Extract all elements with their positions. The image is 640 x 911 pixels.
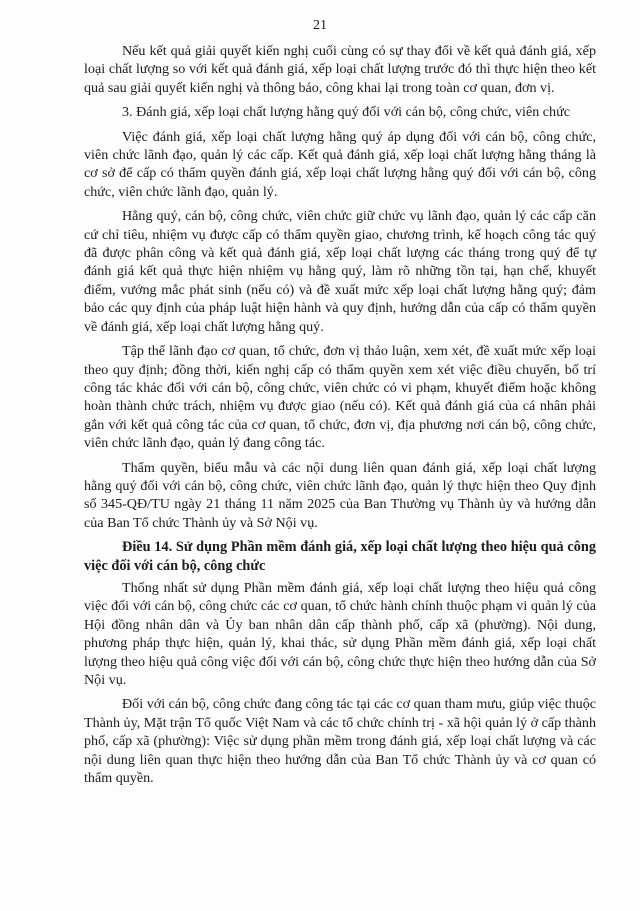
paragraph-authority-forms: Thẩm quyền, biểu mẫu và các nội dung liên quan đánh giá, xếp loại chất lượng hằng quý đối với cán bộ, công chức, viên chức lãnh đạo, quản lý thực hiện theo Quy định số 345-QĐ/TU ngày 21 tháng 11 năm 2025 của Ban Thường vụ Thành ủy và hướng dẫn của Ban Tổ chức Thành ủy và Sở Nội vụ.: [84, 459, 596, 531]
paragraph-complaint-result: Nếu kết quả giải quyết kiến nghị cuối cùng có sự thay đổi về kết quả đánh giá, xếp loại chất lượng so với kết quả đánh giá, xếp loại chất lượng trước đó thì thực hiện theo kết quả sau giải quyết kiến nghị và thông báo, công khai lại trong toàn cơ quan, đơn vị.: [84, 43, 596, 96]
paragraph-software-usage: Thống nhất sử dụng Phần mềm đánh giá, xếp loại chất lượng theo hiệu quả công việc đối với cán bộ, công chức các cơ quan, tổ chức hành chính thuộc phạm vi quản lý của Hội đồng nhân dân và Ủy ban nhân dân cấp thành phố, cấp xã (phường). Nội dung, phương pháp thực hiện, quản lý, khai thác, sử dụng Phần mềm đánh giá, xếp loại chất lượng theo hiệu quả công việc đối với cán bộ, công chức thực hiện theo hướng dẫn của Sở Nội vụ.: [84, 579, 596, 688]
article-14-heading: Điều 14. Sử dụng Phần mềm đánh giá, xếp loại chất lượng theo hiệu quả công việc đối với cán bộ, công chức: [84, 539, 596, 574]
section-3-heading: 3. Đánh giá, xếp loại chất lượng hằng quý đối với cán bộ, công chức, viên chức: [122, 104, 570, 121]
document-body: [84, 42, 596, 793]
paragraph-party-agencies: Đối với cán bộ, công chức đang công tác tại các cơ quan tham mưu, giúp việc thuộc Thành ủy, Mặt trận Tổ quốc Việt Nam và các tổ chức chính trị - xã hội quản lý ở cấp thành phố, cấp xã (phường): Việc sử dụng phần mềm trong đánh giá, xếp loại chất lượng và các nội dung liên quan thực hiện theo hướng dẫn của Ban Tổ chức Thành ủy và cơ quan có thẩm quyền.: [84, 696, 596, 787]
paragraph-quarterly-self-assessment: Hằng quý, cán bộ, công chức, viên chức giữ chức vụ lãnh đạo, quản lý các cấp căn cứ chỉ tiêu, nhiệm vụ được cấp có thẩm quyền giao, chương trình, kế hoạch công tác quý đã được phân công và kết quả đánh giá, xếp loại chất lượng các tháng trong quý để tự đánh giá kết quả thực hiện nhiệm vụ hằng quý, làm rõ những tồn tại, hạn chế, khuyết điểm, vướng mắc phát sinh (nếu có) và đề xuất mức xếp loại chất lượng hằng quý; đảm bảo các quy định của pháp luật hiện hành và quy định, hướng dẫn của cấp có thẩm quyền về đánh giá, xếp loại chất lượng hằng quý.: [84, 208, 596, 335]
page-number: 21: [313, 18, 327, 33]
paragraph-quarterly-scope: Việc đánh giá, xếp loại chất lượng hằng quý áp dụng đối với cán bộ, công chức, viên chức lãnh đạo, quản lý các cấp. Kết quả đánh giá, xếp loại chất lượng hằng tháng là cơ sở để cấp có thẩm quyền đánh giá, xếp loại chất lượng hằng quý đối với cán bộ, công chức, viên chức lãnh đạo, quản lý.: [84, 128, 596, 200]
paragraph-leadership-review: Tập thể lãnh đạo cơ quan, tổ chức, đơn vị thảo luận, xem xét, đề xuất mức xếp loại theo quy định; đồng thời, kiến nghị cấp có thẩm quyền xem xét việc điều chuyển, bố trí công tác khác đối với cán bộ, công chức, viên chức có vi phạm, khuyết điểm hoặc không hoàn thành chức trách, nhiệm vụ được giao (nếu có). Kết quả đánh giá của cá nhân phải gắn với kết quả công tác của cơ quan, tổ chức, đơn vị, địa phương nơi cán bộ, công chức, viên chức lãnh đạo, quản lý đang công tác.: [84, 343, 596, 452]
